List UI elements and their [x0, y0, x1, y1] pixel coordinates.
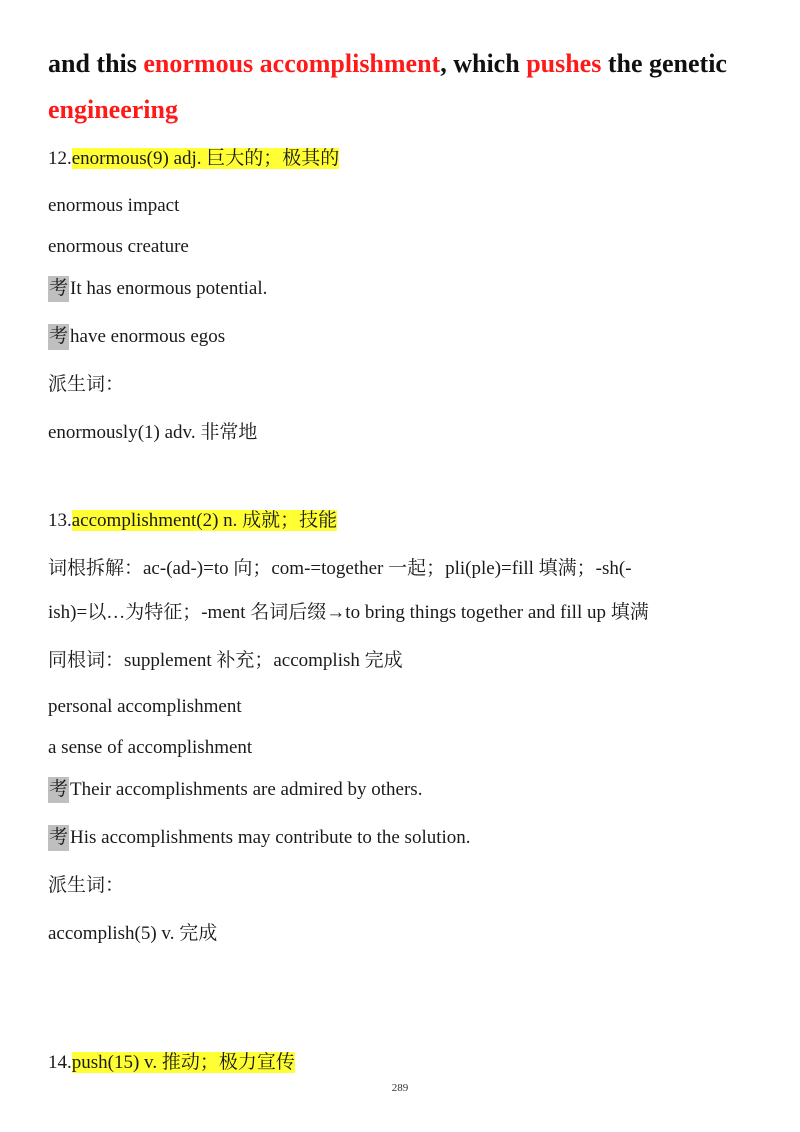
sentence-text: , which — [440, 49, 527, 78]
entry-13-derived-word: accomplish(5) v. 完成 — [48, 923, 218, 944]
exam-marker-badge: 考 — [48, 324, 69, 350]
sentence-heading-line-2 — [48, 94, 178, 126]
exam-marker-badge: 考 — [48, 825, 69, 851]
sentence-text: and this — [48, 49, 144, 78]
example-text: Their accomplishments are admired by others. — [70, 779, 423, 800]
entry-number: 12. — [48, 148, 72, 169]
entry-12-phrase-1: enormous impact — [48, 195, 180, 216]
entry-12-phrase-2: enormous creature — [48, 236, 189, 257]
entry-number: 14. — [48, 1052, 72, 1073]
entry-13-derived-label: 派生词： — [48, 875, 125, 896]
example-text: It has enormous potential. — [70, 278, 268, 299]
entry-13-example-2 — [48, 825, 471, 851]
entry-headword: push(15) v. 推动；极力宣传 — [71, 1052, 295, 1073]
entry-13-cognates: 同根词：supplement 补充；accomplish 完成 — [48, 650, 403, 671]
keyword-engineering: engineering — [48, 95, 178, 124]
entry-13-example-1 — [48, 777, 422, 803]
entry-12-headword-line — [48, 146, 339, 172]
entry-number: 13. — [48, 510, 72, 531]
page-number: 289 — [391, 1082, 409, 1094]
entry-13-root-breakdown-2: ish)=以…为特征；-ment 名词后缀→to bring things together and fill up 填满 — [48, 602, 649, 623]
entry-12-derived-label: 派生词： — [48, 374, 125, 395]
entry-14-headword-line — [48, 1050, 295, 1076]
entry-12-example-2 — [48, 324, 225, 350]
keyword-enormous-accomplishment: enormous accomplishment — [143, 49, 441, 78]
entry-13-phrase-1: personal accomplishment — [48, 696, 242, 717]
entry-12-example-1 — [48, 276, 267, 302]
entry-13-root-breakdown-1: 词根拆解：ac-(ad-)=to 向；com-=together 一起；pli(ple)=fill 填满；-sh(- — [48, 558, 632, 579]
example-text: have enormous egos — [70, 326, 226, 347]
entry-12-derived-word: enormously(1) adv. 非常地 — [48, 422, 258, 443]
exam-marker-badge: 考 — [48, 777, 69, 803]
entry-13-headword-line — [48, 508, 337, 534]
exam-marker-badge: 考 — [48, 276, 69, 302]
sentence-heading-line-1 — [48, 48, 727, 80]
example-text: His accomplishments may contribute to the solution. — [70, 827, 471, 848]
sentence-text: the genetic — [601, 49, 727, 78]
entry-headword: enormous(9) adj. 巨大的；极其的 — [71, 148, 340, 169]
entry-headword: accomplishment(2) n. 成就；技能 — [71, 510, 338, 531]
keyword-pushes: pushes — [526, 49, 602, 78]
entry-13-phrase-2: a sense of accomplishment — [48, 737, 253, 758]
